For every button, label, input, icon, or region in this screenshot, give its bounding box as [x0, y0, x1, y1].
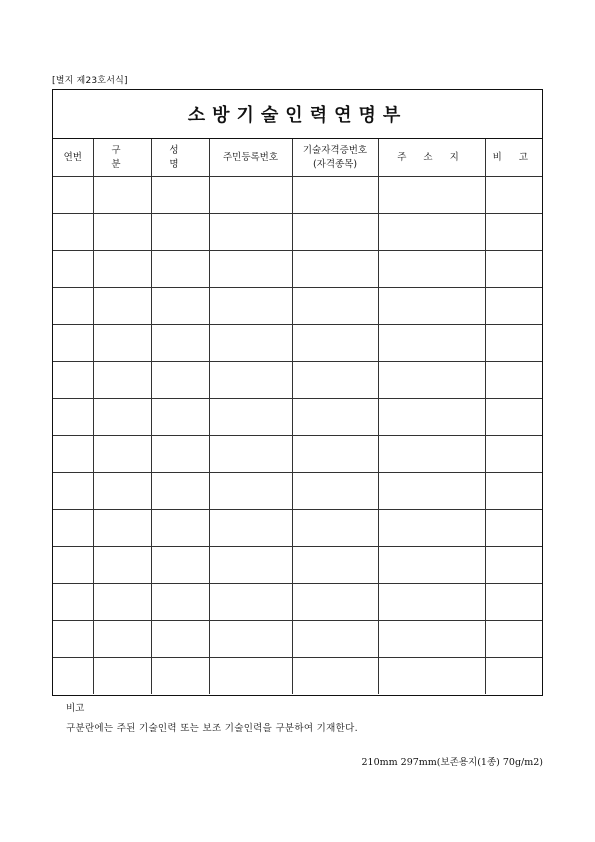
col-header-serial [53, 139, 93, 177]
table-cell[interactable] [53, 325, 93, 362]
table-row [53, 288, 542, 325]
table-cell[interactable] [378, 251, 485, 288]
table-cell[interactable] [292, 214, 378, 251]
table-cell[interactable] [209, 177, 292, 214]
table-cell[interactable] [209, 658, 292, 695]
table-cell[interactable] [292, 584, 378, 621]
table-cell[interactable] [485, 658, 542, 695]
table-row [53, 658, 542, 695]
table-cell[interactable] [93, 621, 151, 658]
table-cell[interactable] [292, 510, 378, 547]
col-header-remarks-label: 비 고 [492, 151, 535, 163]
table-cell[interactable] [93, 325, 151, 362]
table-cell[interactable] [209, 473, 292, 510]
table-cell[interactable] [485, 177, 542, 214]
table-cell[interactable] [209, 584, 292, 621]
table-cell[interactable] [378, 177, 485, 214]
table-cell[interactable] [485, 288, 542, 325]
note-text: 구분란에는 주된 기술인력 또는 보조 기술인력을 구분하여 기재한다. [66, 723, 358, 734]
table-cell[interactable] [151, 658, 209, 695]
table-cell[interactable] [292, 251, 378, 288]
col-header-license-number-label: 기술자격증번호 [302, 144, 368, 156]
table-row [53, 436, 542, 473]
col-header-license-number [292, 139, 378, 177]
table-cell[interactable] [93, 251, 151, 288]
table-cell[interactable] [485, 362, 542, 399]
table-cell[interactable] [292, 362, 378, 399]
table-cell[interactable] [151, 288, 209, 325]
table-cell[interactable] [151, 436, 209, 473]
table-row [53, 325, 542, 362]
table-cell[interactable] [378, 399, 485, 436]
col-header-resident-number [209, 139, 292, 177]
table-cell[interactable] [53, 399, 93, 436]
table-cell[interactable] [378, 473, 485, 510]
col-header-name-label: 성 명 [169, 144, 191, 170]
table-body [53, 177, 542, 695]
table-cell[interactable] [93, 399, 151, 436]
table-cell[interactable] [209, 325, 292, 362]
register-frame [52, 89, 543, 696]
col-header-name [151, 139, 209, 177]
title-row [53, 90, 542, 139]
col-header-category [93, 139, 151, 177]
table-row [53, 584, 542, 621]
table-cell[interactable] [378, 288, 485, 325]
table-cell[interactable] [93, 362, 151, 399]
paper-spec: 210mm 297mm(보존용지(1종) 70g/m2) [361, 757, 543, 768]
table-cell[interactable] [53, 584, 93, 621]
table-row [53, 251, 542, 288]
table-cell[interactable] [378, 584, 485, 621]
table-cell[interactable] [53, 251, 93, 288]
document-title: 소방기술인력연명부 [187, 105, 408, 126]
table-cell[interactable] [378, 547, 485, 584]
table-cell[interactable] [209, 214, 292, 251]
table-row [53, 214, 542, 251]
table-cell[interactable] [209, 510, 292, 547]
table-cell[interactable] [151, 251, 209, 288]
col-header-remarks [485, 139, 542, 177]
table-cell[interactable] [209, 288, 292, 325]
table-cell[interactable] [485, 473, 542, 510]
table-cell[interactable] [93, 436, 151, 473]
table-cell[interactable] [53, 177, 93, 214]
table-cell[interactable] [292, 325, 378, 362]
col-header-category-label: 구 분 [111, 144, 133, 170]
table-row [53, 177, 542, 214]
table-cell[interactable] [151, 547, 209, 584]
table-cell[interactable] [292, 288, 378, 325]
table-row [53, 621, 542, 658]
table-cell[interactable] [485, 621, 542, 658]
table-cell[interactable] [93, 214, 151, 251]
table-cell[interactable] [485, 325, 542, 362]
table-cell[interactable] [378, 510, 485, 547]
table-cell[interactable] [292, 547, 378, 584]
table-cell[interactable] [485, 251, 542, 288]
note-heading: 비고 [66, 703, 85, 714]
table-cell[interactable] [53, 473, 93, 510]
table-cell[interactable] [292, 436, 378, 473]
table-cell[interactable] [378, 362, 485, 399]
table-cell[interactable] [209, 547, 292, 584]
table-cell[interactable] [209, 399, 292, 436]
table-cell[interactable] [292, 473, 378, 510]
table-cell[interactable] [53, 658, 93, 695]
table-cell[interactable] [209, 436, 292, 473]
table-cell[interactable] [485, 547, 542, 584]
table-cell[interactable] [151, 177, 209, 214]
table-cell[interactable] [292, 658, 378, 695]
table-cell[interactable] [93, 658, 151, 695]
table-row [53, 362, 542, 399]
table-cell[interactable] [485, 399, 542, 436]
table-cell[interactable] [53, 510, 93, 547]
col-header-address [378, 139, 485, 177]
table-cell[interactable] [292, 621, 378, 658]
table-cell[interactable] [151, 510, 209, 547]
table-cell[interactable] [485, 436, 542, 473]
table-cell[interactable] [93, 473, 151, 510]
table-cell[interactable] [209, 362, 292, 399]
table-cell[interactable] [53, 214, 93, 251]
table-cell[interactable] [378, 658, 485, 695]
col-header-address-label: 주 소 지 [397, 151, 466, 163]
col-header-license-type-label: (자격종목) [312, 158, 358, 170]
table-cell[interactable] [93, 584, 151, 621]
table-cell[interactable] [378, 621, 485, 658]
table-row [53, 510, 542, 547]
table-cell[interactable] [378, 436, 485, 473]
table-cell[interactable] [151, 362, 209, 399]
table-cell[interactable] [151, 325, 209, 362]
table-cell[interactable] [151, 214, 209, 251]
table-cell[interactable] [151, 473, 209, 510]
table-cell[interactable] [292, 177, 378, 214]
table-cell[interactable] [292, 399, 378, 436]
table-cell[interactable] [151, 584, 209, 621]
table-cell[interactable] [93, 510, 151, 547]
col-header-resident-number-label: 주민등록번호 [222, 151, 279, 163]
table-cell[interactable] [93, 547, 151, 584]
register-table [53, 139, 542, 694]
header-row [53, 139, 542, 177]
table-cell[interactable] [53, 362, 93, 399]
table-cell[interactable] [378, 325, 485, 362]
table-row [53, 547, 542, 584]
table-row [53, 399, 542, 436]
table-cell[interactable] [53, 621, 93, 658]
table-cell[interactable] [93, 177, 151, 214]
table-cell[interactable] [53, 547, 93, 584]
table-cell[interactable] [53, 288, 93, 325]
table-cell[interactable] [485, 584, 542, 621]
form-number-label: [별지 제23호서식] [52, 76, 128, 86]
table-cell[interactable] [378, 214, 485, 251]
table-cell[interactable] [151, 621, 209, 658]
table-cell[interactable] [209, 251, 292, 288]
table-row [53, 473, 542, 510]
table-cell[interactable] [53, 436, 93, 473]
table-cell[interactable] [485, 510, 542, 547]
table-cell[interactable] [93, 288, 151, 325]
table-cell[interactable] [209, 621, 292, 658]
col-header-serial-label: 연번 [63, 151, 82, 163]
table-cell[interactable] [151, 399, 209, 436]
table-cell[interactable] [485, 214, 542, 251]
